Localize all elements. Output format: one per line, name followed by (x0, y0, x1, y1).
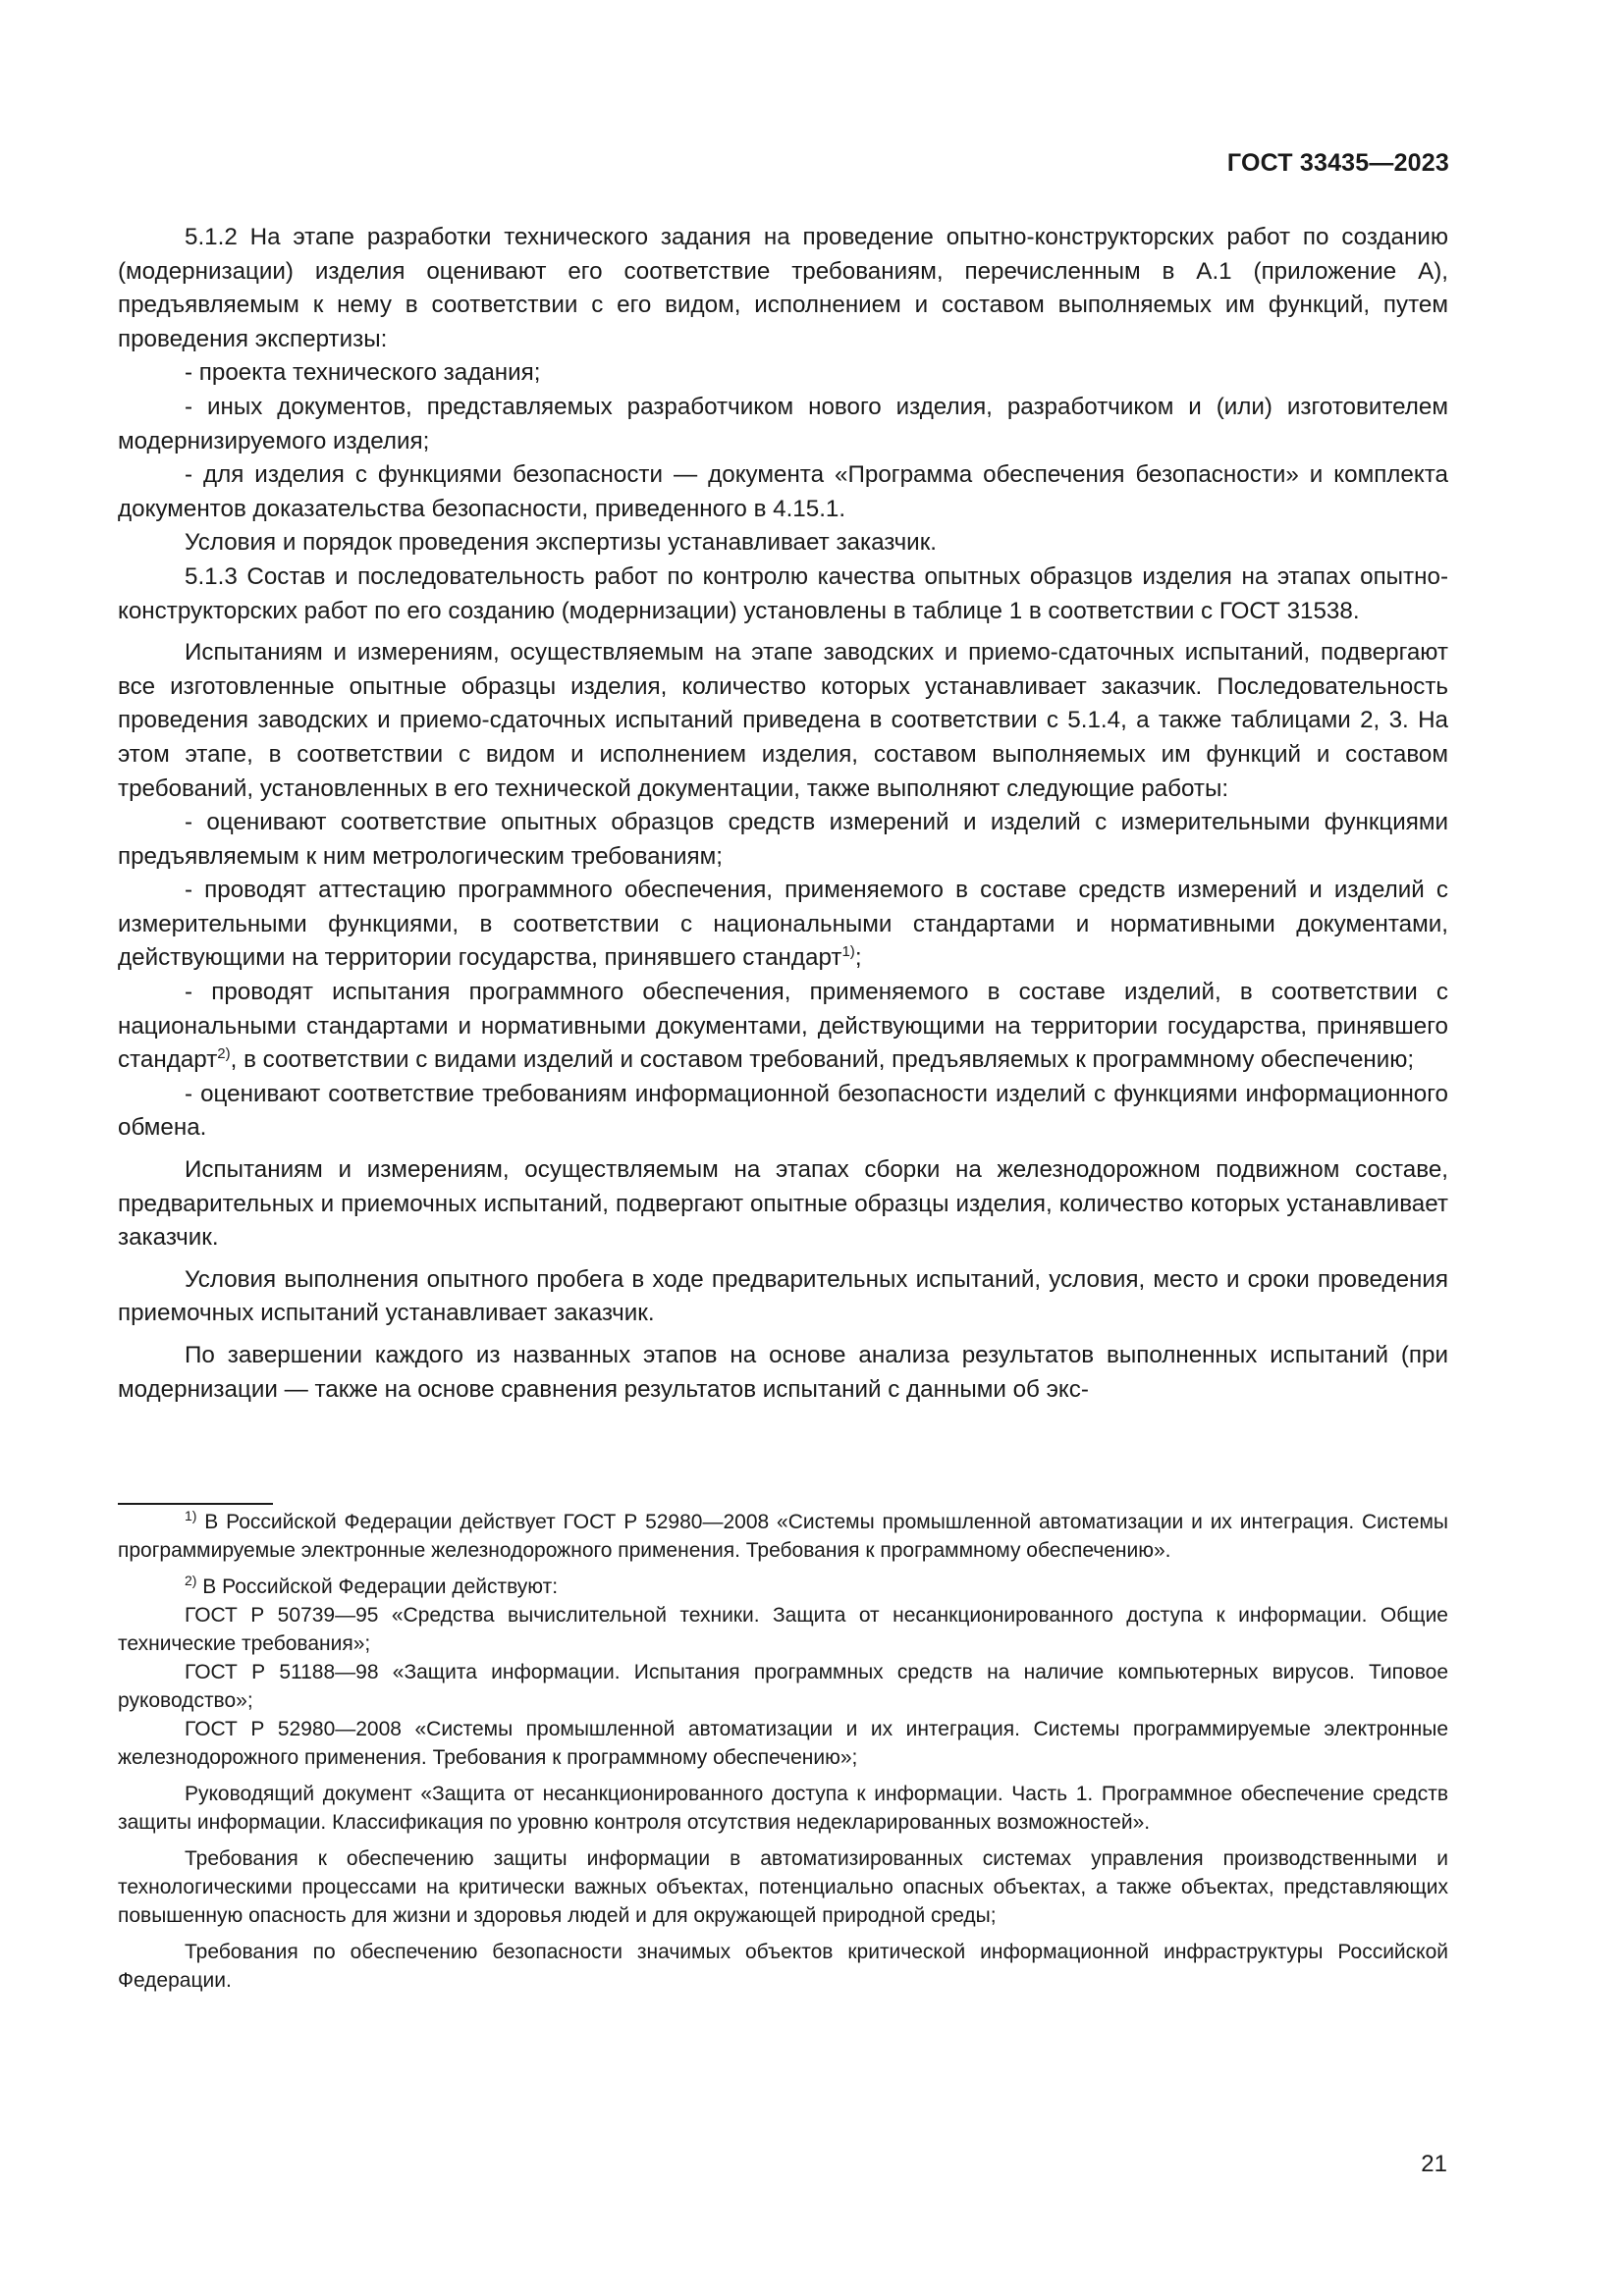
list-item (118, 874, 1448, 976)
footnote-list-item: Руководящий документ «Защита от несанкционированного доступа к информации. Часть 1. Программное обеспечение средств защиты информации. Классификация по уровню контроля отсутствия недекларированных возможностей». (118, 1783, 1448, 1834)
footnote-mark: 2) (185, 1573, 197, 1588)
footnote-list-item: ГОСТ Р 52980—2008 «Системы промышленной автоматизации и их интеграция. Системы программируемые электронные железнодорожного применения. Требования к программному обеспечению»; (118, 1718, 1448, 1769)
page-number: 21 (1421, 2151, 1447, 2177)
paragraph: Условия и порядок проведения экспертизы устанавливает заказчик. (185, 529, 937, 557)
main-text (118, 221, 1448, 1407)
clause-5-1-3: 5.1.3 Состав и последовательность работ по контролю качества опытных образцов изделия на этапах опытно-конструкторских работ по его созданию (модернизации) установлены в таблице 1 в соответствии с ГОСТ 31538. (118, 562, 1448, 624)
footnotes (118, 1508, 1448, 1995)
footnote-ref-2: 2) (217, 1045, 231, 1063)
clause-5-1-2: 5.1.2 На этапе разработки технического задания на проведение опытно-конструкторских работ по созданию (модернизации) изделия оценивают его соответствие требованиям, перечисленным в А.1 (приложение А), предъявляемым к нему в соответствии с его видом, исполнением и составом выполняемых им функций, путем проведения экспертизы: (118, 224, 1448, 352)
document-header: ГОСТ 33435—2023 (1226, 149, 1449, 177)
paragraph: Условия выполнения опытного пробега в ходе предварительных испытаний, условия, место и сроки проведения приемочных испытаний устанавливает заказчик. (118, 1265, 1448, 1327)
footnote-divider (118, 1503, 273, 1505)
footnote-ref-1: 1) (841, 943, 855, 961)
footnote-list-item: Требования к обеспечению защиты информации в автоматизированных системах управления производственными и технологическими процессами на критически важных объектах, потенциально опасных объектах, а также объектах, представляющих повышенную опасность для жизни и здоровья людей и для окружающей природной среды; (118, 1847, 1448, 1927)
list-item: - оценивают соответствие опытных образцов средств измерений и изделий с измерительными функциями предъявляемым к ним метрологическим требованиям; (118, 809, 1448, 870)
punctuation: ; (854, 944, 862, 972)
list-item: - для изделия с функциями безопасности — документа «Программа обеспечения безопасности» и комплекта документов доказательства безопасности, приведенного в 4.15.1. (118, 461, 1448, 522)
paragraph: Испытаниям и измерениям, осуществляемым на этапах сборки на железнодорожном подвижном составе, предварительных и приемочных испытаний, подвергают опытные образцы изделия, количество которых устанавливает заказчик. (118, 1156, 1448, 1252)
footnote-list-item: ГОСТ Р 50739—95 «Средства вычислительной техники. Защита от несанкционированного доступа к информации. Общие технические требования»; (118, 1604, 1448, 1655)
list-item: - оценивают соответствие требованиям информационной безопасности изделий с функциями информационного обмена. (118, 1080, 1448, 1142)
list-item-text: , в соответствии с видами изделий и составом требований, предъявляемых к программному обеспечению; (230, 1046, 1415, 1074)
footnote-text: В Российской Федерации действуют: (196, 1575, 559, 1598)
list-item (118, 976, 1448, 1078)
list-item-text: - проводят испытания программного обеспечения, применяемого в составе изделий, в соответствии с национальными стандартами и нормативными документами, действующими на территории государства, принявшего стандарт (118, 979, 1448, 1074)
list-item-text: - проводят аттестацию программного обеспечения, применяемого в составе средств измерений и изделий с измерительными функциями, в соответствии с национальными стандартами и нормативными документами, действующими на территории государства, принявшего стандарт (118, 877, 1448, 972)
footnote-2 (118, 1573, 1448, 1601)
footnote-1 (118, 1508, 1448, 1565)
footnote-mark: 1) (185, 1508, 197, 1523)
paragraph: По завершении каждого из названных этапов на основе анализа результатов выполненных испытаний (при модернизации — также на основе сравнения результатов испытаний с данными об экс- (118, 1342, 1448, 1403)
footnote-list-item: ГОСТ Р 51188—98 «Защита информации. Испытания программных средств на наличие компьютерных вирусов. Типовое руководство»; (118, 1661, 1448, 1712)
paragraph: Испытаниям и измерениям, осуществляемым на этапе заводских и приемо-сдаточных испытаний, подвергают все изготовленные опытные образцы изделия, количество которых устанавливает заказчик. Последовательность проведения заводских и приемо-сдаточных испытаний приведена в соответствии с 5.1.4, а также таблицами 2, 3. На этом этапе, в соответствии с видом и исполнением изделия, составом выполняемых им функций и составом требований, установленных в его технической документации, также выполняют следующие работы: (118, 639, 1448, 802)
footnote-list-item: Требования по обеспечению безопасности значимых объектов критической информационной инфраструктуры Российской Федерации. (118, 1941, 1448, 1992)
footnote-text: В Российской Федерации действует ГОСТ Р 52980—2008 «Системы промышленной автоматизации и их интеграция. Системы программируемые электронные железнодорожного применения. Требования к программному обеспечению». (118, 1511, 1448, 1562)
list-item: - проекта технического задания; (185, 359, 541, 387)
list-item: - иных документов, представляемых разработчиком нового изделия, разработчиком и (или) изготовителем модернизируемого изделия; (118, 393, 1448, 454)
